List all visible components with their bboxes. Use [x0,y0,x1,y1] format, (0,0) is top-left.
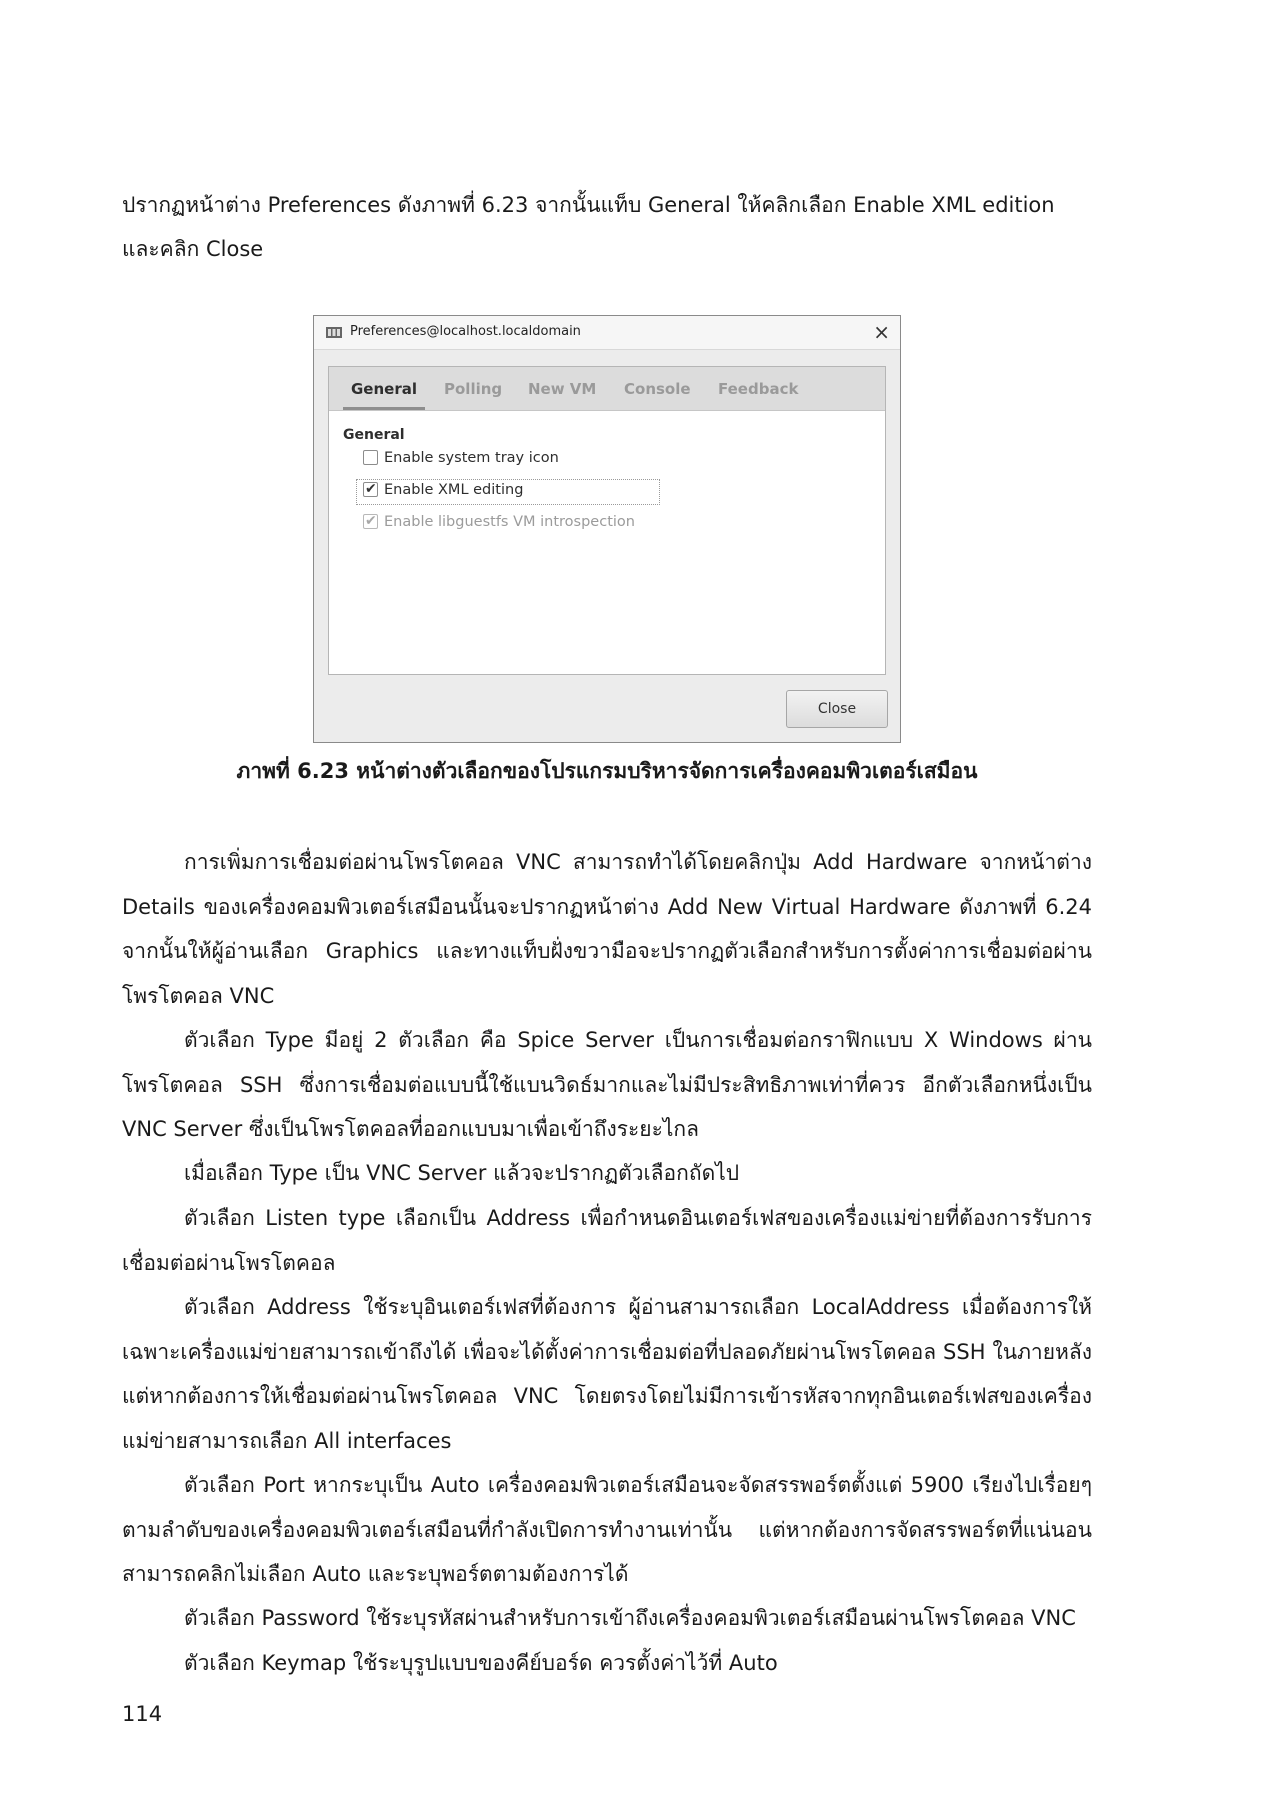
preferences-notebook [328,366,886,675]
checkbox-xml-editing[interactable] [363,482,378,497]
preferences-dialog [313,315,901,743]
close-icon[interactable]: × [873,320,890,344]
paragraph-port: ตัวเลือก Port หากระบุเป็น Auto เครื่องคอมพิวเตอร์เสมือนจะจัดสรรพอร์ตตั้งแต่ 5900 เรียงไปเรื่อยๆ ตามลำดับของเครื่องคอมพิวเตอร์เสมือนที่กำลังเปิดการทำงานเท่านั้น แต่หากต้องการจัดสรรพอร์ตที่แน่นอนสามารถคลิกไม่เลือก Auto และระบุพอร์ตตามต้องการได้ [122,1473,1092,1586]
paragraph-type: ตัวเลือก Type มีอยู่ 2 ตัวเลือก คือ Spice Server เป็นการเชื่อมต่อกราฟิกแบบ X Windows ผ่านโพรโตคอล SSH ซึ่งการเชื่อมต่อแบบนี้ใช้แบนวิดธ์มากและไม่มีประสิทธิภาพเท่าที่ควร อีกตัวเลือกหนึ่งเป็น VNC Server ซึ่งเป็นโพรโตคอลที่ออกแบบมาเพื่อเข้าถึงระยะไกล [122,1028,1092,1141]
figure-caption: ภาพที่ 6.23 หน้าต่างตัวเลือกของโปรแกรมบริหารจัดการเครื่องคอมพิวเตอร์เสมือน [236,759,978,783]
tab-polling[interactable]: Polling [444,380,503,398]
checkbox-libguestfs [363,514,378,529]
check-mark-icon: ✔ [365,481,377,497]
paragraph-password: ตัวเลือก Password ใช้ระบุรหัสผ่านสำหรับการเข้าถึงเครื่องคอมพิวเตอร์เสมือนผ่านโพรโตคอล VNC [184,1606,1076,1630]
option-label-system-tray: Enable system tray icon [384,450,559,466]
paragraph-vnc-intro: การเพิ่มการเชื่อมต่อผ่านโพรโตคอล VNC สามารถทำได้โดยคลิกปุ่ม Add Hardware จากหน้าต่าง Details ของเครื่องคอมพิวเตอร์เสมือนนั้นจะปรากฏหน้าต่าง Add New Virtual Hardware ดังภาพที่ 6.24 จากนั้นให้ผู้อ่านเลือก Graphics และทางแท็บฝั่งขวามือจะปรากฏตัวเลือกสำหรับการตั้งค่าการเชื่อมต่อผ่านโพรโตคอล VNC [122,850,1092,1008]
paragraph-address: ตัวเลือก Address ใช้ระบุอินเตอร์เฟสที่ต้องการ ผู้อ่านสามารถเลือก LocalAddress เมื่อต้องการให้เฉพาะเครื่องแม่ข่ายสามารถเข้าถึงได้ เพื่อจะได้ตั้งค่าการเชื่อมต่อที่ปลอดภัยผ่านโพรโตคอล SSH ในภายหลัง แต่หากต้องการให้เชื่อมต่อผ่านโพรโตคอล VNC โดยตรงโดยไม่มีการเข้ารหัสจากทุกอินเตอร์เฟสของเครื่องแม่ข่ายสามารถเลือก All interfaces [122,1295,1092,1453]
dialog-titlebar [314,316,900,350]
paragraph-vnc-server: เมื่อเลือก Type เป็น VNC Server แล้วจะปรากฏตัวเลือกถัดไป [184,1161,740,1185]
option-system-tray[interactable] [363,450,559,466]
paragraph-keymap: ตัวเลือก Keymap ใช้ระบุรูปแบบของคีย์บอร์ด ควรตั้งค่าไว้ที่ Auto [184,1651,778,1675]
virt-manager-icon [326,327,342,338]
page-number: 114 [122,1702,163,1726]
check-mark-icon: ✔ [365,513,377,529]
tab-bar [329,367,885,411]
tab-feedback[interactable]: Feedback [718,380,799,398]
option-label-libguestfs: Enable libguestfs VM introspection [384,514,635,530]
active-tab-indicator [343,407,425,410]
checkbox-system-tray[interactable] [363,450,378,465]
tab-general[interactable]: General [351,380,417,398]
section-title-general: General [343,427,405,443]
option-xml-editing[interactable] [363,482,523,498]
option-libguestfs [363,514,635,530]
close-button[interactable]: Close [786,690,888,728]
dialog-title: Preferences@localhost.localdomain [350,324,581,339]
intro-line-1: ปรากฏหน้าต่าง Preferences ดังภาพที่ 6.23 จากนั้นแท็บ General ให้คลิกเลือก Enable XML edition [122,193,1055,217]
tab-console[interactable]: Console [624,380,691,398]
paragraph-listen-type: ตัวเลือก Listen type เลือกเป็น Address เพื่อกำหนดอินเตอร์เฟสของเครื่องแม่ข่ายที่ต้องการรับการเชื่อมต่อผ่านโพรโตคอล [122,1206,1092,1275]
tab-new-vm[interactable]: New VM [528,380,597,398]
option-label-xml-editing: Enable XML editing [384,482,524,498]
intro-line-2: และคลิก Close [122,237,264,261]
